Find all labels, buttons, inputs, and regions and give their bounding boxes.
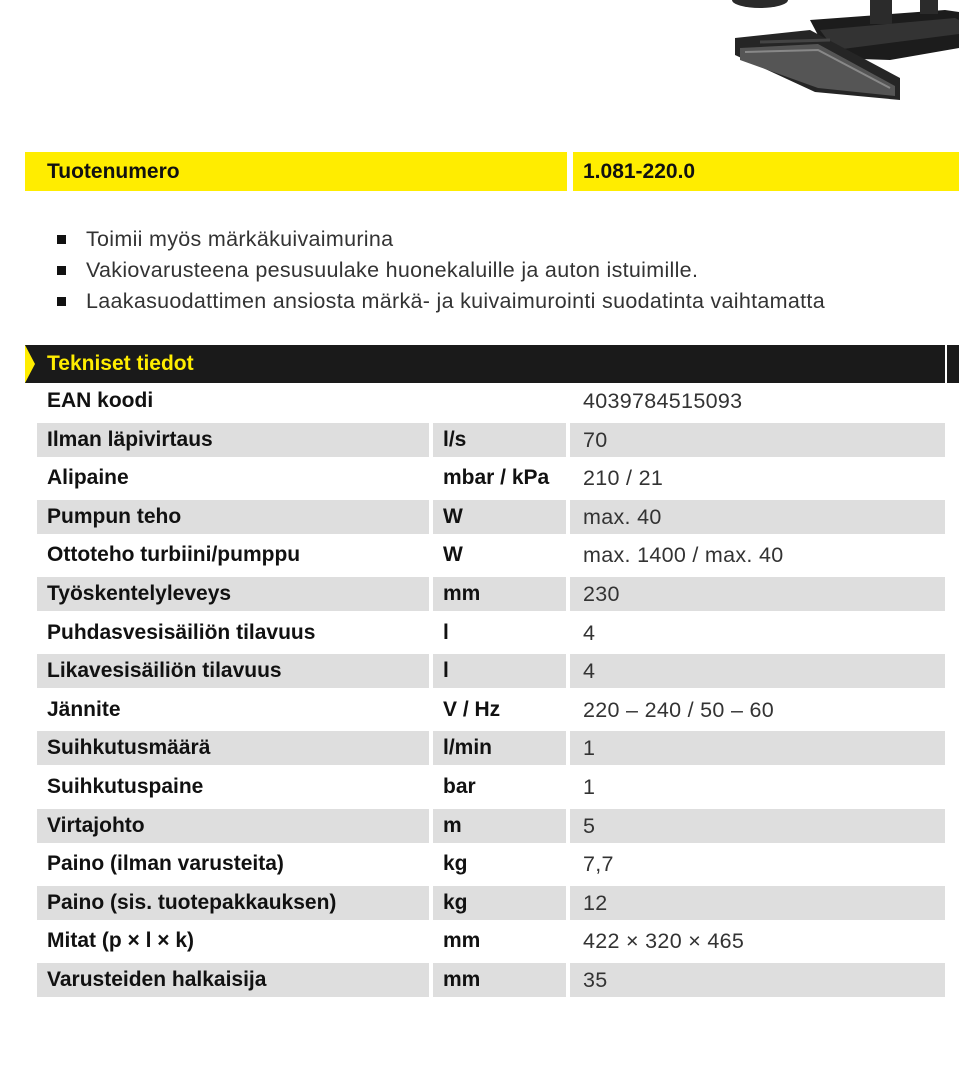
- spec-unit: l/s: [433, 423, 566, 457]
- spec-value: 4: [583, 620, 596, 645]
- product-number-bar: [25, 152, 959, 191]
- spec-unit: mm: [433, 963, 566, 997]
- spec-unit: W: [443, 543, 463, 567]
- spec-unit: mm: [443, 929, 481, 953]
- spec-value: 210 / 21: [583, 466, 664, 491]
- spec-label: Paino (sis. tuotepakkauksen): [37, 886, 429, 920]
- spec-value: 12: [570, 886, 945, 920]
- table-row: [37, 770, 945, 809]
- table-row: [37, 693, 945, 732]
- spec-value: 35: [570, 963, 945, 997]
- table-row: [37, 731, 945, 770]
- spec-unit: [433, 384, 566, 418]
- bullet-square-icon: [57, 266, 66, 275]
- spec-value: 220 – 240 / 50 – 60: [583, 697, 775, 722]
- spec-unit: mm: [433, 577, 566, 611]
- spec-label: Ilman läpivirtaus: [37, 423, 429, 457]
- feature-list: [55, 224, 825, 317]
- spec-label: Varusteiden halkaisija: [37, 963, 429, 997]
- table-row: [37, 538, 945, 577]
- spec-value: 230: [570, 577, 945, 611]
- tech-section-title: Tekniset tiedot: [47, 352, 194, 375]
- spec-unit: l: [433, 654, 566, 688]
- spec-label: Paino (ilman varusteita): [47, 852, 284, 876]
- spec-value: 1: [570, 731, 945, 765]
- spec-unit: mbar / kPa: [443, 466, 550, 490]
- spec-value: 4: [570, 654, 945, 688]
- spec-value: 422 × 320 × 465: [583, 929, 745, 954]
- spec-unit: l: [443, 620, 449, 644]
- table-row: [37, 809, 945, 848]
- spec-value: 7,7: [583, 852, 614, 877]
- table-row: [37, 616, 945, 655]
- spec-value: 1: [583, 774, 596, 799]
- table-row: [37, 577, 945, 616]
- spec-label: Likavesisäiliön tilavuus: [37, 654, 429, 688]
- spec-label: EAN koodi: [47, 389, 154, 412]
- spec-label: Virtajohto: [37, 809, 429, 843]
- feature-item: [55, 224, 825, 255]
- spec-unit: kg: [433, 886, 566, 920]
- spec-value: 70: [570, 423, 945, 457]
- spec-unit: W: [433, 500, 566, 534]
- spec-value: max. 40: [570, 500, 945, 534]
- bullet-square-icon: [57, 235, 66, 244]
- spec-unit: m: [433, 809, 566, 843]
- spec-label: Työskentelyleveys: [37, 577, 429, 611]
- table-row: [37, 461, 945, 500]
- spec-value: 4039784515093: [583, 389, 743, 413]
- feature-item: [55, 286, 825, 317]
- spec-table: [37, 384, 945, 1002]
- table-row: [37, 423, 945, 462]
- table-row: [37, 654, 945, 693]
- spec-value: 5: [570, 809, 945, 843]
- spec-label: Puhdasvesisäiliön tilavuus: [47, 620, 316, 644]
- spec-label: Alipaine: [47, 466, 129, 490]
- arrow-right-icon: [947, 345, 959, 383]
- spec-unit: l/min: [433, 731, 566, 765]
- tech-section-header: [25, 345, 959, 383]
- spec-unit: bar: [443, 774, 476, 798]
- table-row: [37, 500, 945, 539]
- table-row: [37, 847, 945, 886]
- spec-label: Ottoteho turbiini/pumppu: [47, 543, 301, 567]
- spec-unit: kg: [443, 852, 468, 876]
- table-row: [37, 886, 945, 925]
- feature-item: [55, 255, 825, 286]
- spec-label: Suihkutuspaine: [47, 774, 204, 798]
- spec-value: max. 1400 / max. 40: [583, 543, 784, 568]
- feature-text: Toimii myös märkäkuivaimurina: [86, 227, 394, 251]
- table-row: [37, 963, 945, 1002]
- spec-label: Pumpun teho: [37, 500, 429, 534]
- bullet-square-icon: [57, 297, 66, 306]
- product-number-label: Tuotenumero: [25, 152, 567, 191]
- spec-label: Mitat (p × l × k): [47, 929, 195, 953]
- product-number-value: 1.081-220.0: [573, 152, 959, 191]
- spec-unit: V / Hz: [443, 697, 501, 721]
- spec-label: Jännite: [47, 697, 121, 721]
- spec-label: Suihkutusmäärä: [37, 731, 429, 765]
- feature-text: Laakasuodattimen ansiosta märkä- ja kuivaimurointi suodatinta vaihtamatta: [86, 289, 825, 313]
- yellow-accent-icon: [25, 345, 35, 383]
- table-row: [37, 924, 945, 963]
- product-image: [700, 0, 959, 110]
- feature-text: Vakiovarusteena pesusuulake huonekaluille ja auton istuimille.: [86, 258, 699, 282]
- table-row: [37, 384, 945, 423]
